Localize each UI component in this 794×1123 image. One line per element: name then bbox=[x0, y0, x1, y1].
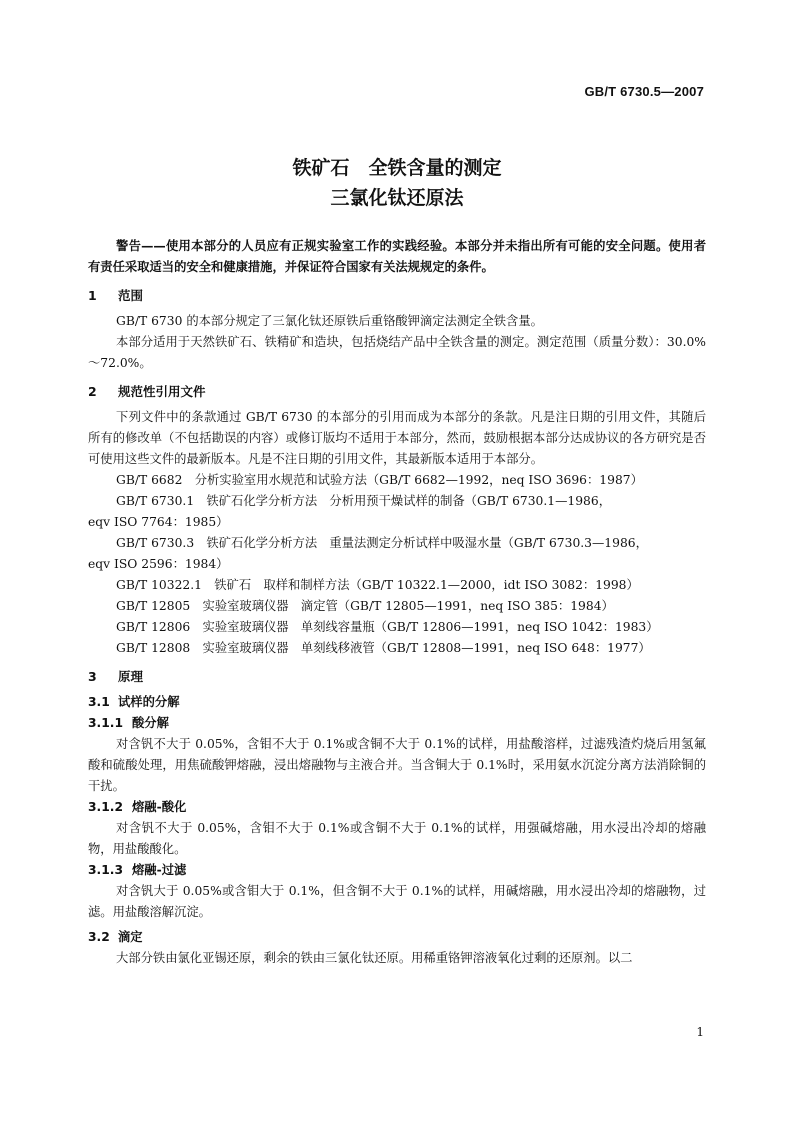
reference-item-continuation: eqv ISO 7764：1985） bbox=[88, 515, 229, 529]
section-title: 规范性引用文件 bbox=[118, 384, 206, 399]
subsection-3-2-text: 大部分铁由氯化亚锡还原，剩余的铁由三氯化钛还原。用稀重铬钾溶液氧化过剩的还原剂。以二 bbox=[116, 951, 633, 965]
reference-item: GB/T 12806 实验室玻璃仪器 单刻线容量瓶（GB/T 12806—1991，neq ISO 1042：1983） bbox=[116, 620, 659, 634]
subsection-number: 3.1.2 bbox=[88, 800, 124, 814]
subsection-number: 3.1.1 bbox=[88, 716, 124, 730]
sec1-paragraph-1: GB/T 6730 的本部分规定了三氯化钛还原铁后重铬酸钾滴定法测定全铁含量。 bbox=[116, 314, 543, 328]
section-number: 1 bbox=[88, 288, 97, 303]
section-number: 2 bbox=[88, 384, 97, 399]
reference-item: GB/T 6730.3 铁矿石化学分析方法 重量法测定分析试样中吸湿水量（GB/T 6730.3—1986， bbox=[116, 536, 648, 550]
reference-item: GB/T 10322.1 铁矿石 取样和制样方法（GB/T 10322.1—2000，idt ISO 3082：1998） bbox=[116, 578, 639, 592]
subsection-3-1-1-text: 对含钒不大于 0.05%，含钼不大于 0.1%或含铜不大于 0.1%的试样，用盐酸溶样，过滤残渣灼烧后用氢氟酸和硫酸处理，用焦硫酸钾熔融，浸出熔融物与主液合并。当含铜大于 0.1%时，采用氨水沉淀分离方法消除铜的干扰。 bbox=[88, 737, 706, 793]
warning-paragraph: 警告——使用本部分的人员应有正规实验室工作的实践经验。本部分并未指出所有可能的安全问题。使用者有责任采取适当的安全和健康措施，并保证符合国家有关法规规定的条件。 bbox=[88, 239, 706, 274]
section-number: 3 bbox=[88, 669, 97, 684]
subsection-3-2-heading bbox=[88, 927, 706, 948]
document-title-line1: 铁矿石 全铁含量的测定 bbox=[292, 157, 502, 179]
document-body bbox=[88, 236, 706, 969]
subsection-number: 3.1.3 bbox=[88, 863, 124, 877]
reference-item: GB/T 6682 分析实验室用水规范和试验方法（GB/T 6682—1992，neq ISO 3696：1987） bbox=[116, 473, 643, 487]
section-title: 原理 bbox=[118, 669, 144, 684]
subsection-3-1-3-heading bbox=[88, 860, 706, 881]
section-title: 范围 bbox=[118, 288, 144, 303]
subsection-3-1-2-text: 对含钒不大于 0.05%，含钼不大于 0.1%或含铜不大于 0.1%的试样，用强碱熔融，用水浸出冷却的熔融物，用盐酸酸化。 bbox=[88, 821, 706, 856]
subsection-number: 3.1 bbox=[88, 695, 110, 709]
page-number: 1 bbox=[696, 1025, 704, 1039]
subsection-title: 熔融-过滤 bbox=[132, 863, 187, 877]
sec1-paragraph-2: 本部分适用于天然铁矿石、铁精矿和造块，包括烧结产品中全铁含量的测定。测定范围（质量分数）：30.0%～72.0%。 bbox=[88, 335, 706, 370]
subsection-3-1-heading bbox=[88, 692, 706, 713]
standard-number: GB/T 6730.5—2007 bbox=[584, 84, 704, 99]
reference-item-continuation: eqv ISO 2596：1984） bbox=[88, 557, 229, 571]
section-2-heading bbox=[88, 381, 706, 402]
subsection-title: 滴定 bbox=[118, 930, 143, 944]
section-3-heading bbox=[88, 666, 706, 687]
reference-item: GB/T 6730.1 铁矿石化学分析方法 分析用预干燥试样的制备（GB/T 6730.1—1986， bbox=[116, 494, 611, 508]
subsection-3-1-2-heading bbox=[88, 797, 706, 818]
reference-item: GB/T 12805 实验室玻璃仪器 滴定管（GB/T 12805—1991，neq ISO 385：1984） bbox=[116, 599, 614, 613]
subsection-title: 试样的分解 bbox=[118, 695, 180, 709]
subsection-title: 熔融-酸化 bbox=[132, 800, 187, 814]
subsection-3-1-3-text: 对含钒大于 0.05%或含钼大于 0.1%，但含铜不大于 0.1%的试样，用碱熔融，用水浸出冷却的熔融物，过滤。用盐酸溶解沉淀。 bbox=[88, 884, 706, 919]
subsection-title: 酸分解 bbox=[132, 716, 169, 730]
subsection-3-1-1-heading bbox=[88, 713, 706, 734]
subsection-number: 3.2 bbox=[88, 930, 110, 944]
sec2-intro-paragraph: 下列文件中的条款通过 GB/T 6730 的本部分的引用而成为本部分的条款。凡是注日期的引用文件，其随后所有的修改单（不包括勘误的内容）或修订版均不适用于本部分，然而，鼓励根据本部分达成协议的各方研究是否可使用这些文件的最新版本。凡是不注日期的引用文件，其最新版本适用于本部分。 bbox=[88, 410, 706, 466]
section-1-heading bbox=[88, 285, 706, 306]
reference-item: GB/T 12808 实验室玻璃仪器 单刻线移液管（GB/T 12808—1991，neq ISO 648：1977） bbox=[116, 641, 651, 655]
document-title-line2: 三氯化钛还原法 bbox=[330, 187, 464, 209]
